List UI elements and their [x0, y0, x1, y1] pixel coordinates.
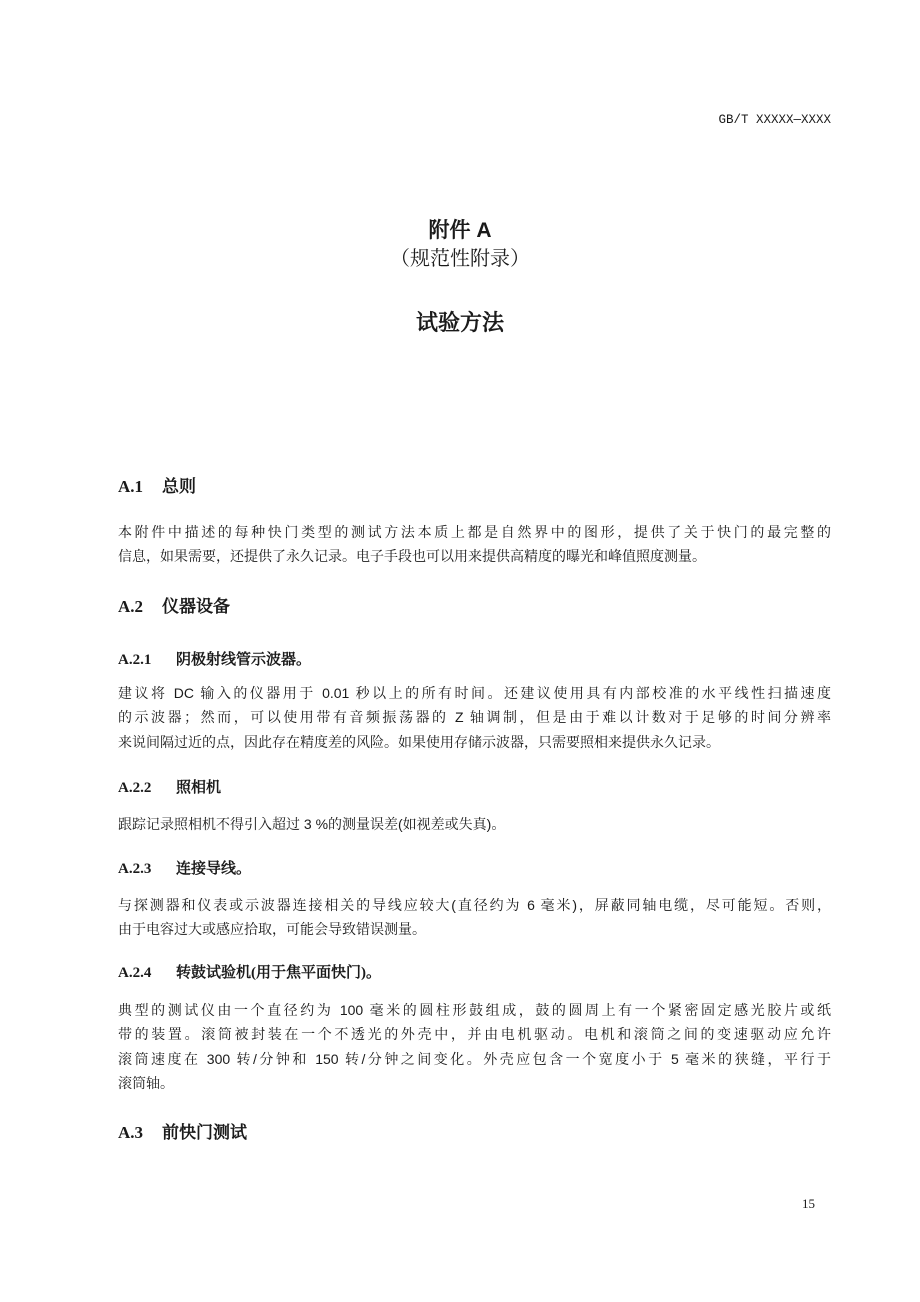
section-title: 连接导线。	[176, 861, 252, 877]
paragraph-line: 由于电容过大或感应拾取，可能会导致错误测量。	[118, 921, 426, 938]
annex-label: 附件 A	[428, 219, 492, 242]
paragraph-line: 带的装置。滚筒被封装在一个不透光的外壳中，并由电机驱动。电机和滚筒之间的变速驱动应允许	[118, 1026, 831, 1043]
paragraph-line: 跟踪记录照相机不得引入超过 3 %的测量误差(如视差或失真)。	[118, 816, 506, 832]
section-number: A.3	[118, 1123, 144, 1142]
section-title: 前快门测试	[162, 1123, 247, 1142]
section-number: A.2.4	[118, 965, 152, 981]
section-number: A.2.2	[118, 780, 152, 796]
standard-number: GB/T XXXXX—XXXX	[718, 113, 831, 127]
paragraph-a1	[118, 520, 831, 569]
annex-type: （规范性附录）	[390, 248, 530, 270]
section-number: A.2.1	[118, 652, 152, 668]
paragraph-line: 建议将 DC 输入的仪器用于 0.01 秒以上的所有时间。还建议使用具有内部校准的水平线性扫描速度	[118, 685, 831, 701]
paragraph-line: 与探测器和仪表或示波器连接相关的导线应较大(直径约为 6 毫米)，屏蔽同轴电缆，尽可能短。否则，	[118, 897, 831, 913]
section-number: A.2.3	[118, 861, 152, 877]
annex-title: 试验方法	[415, 310, 504, 335]
section-title: 总则	[162, 477, 196, 496]
paragraph-line: 的示波器；然而，可以使用带有音频振荡器的 Z 轴调制，但是由于难以计数对于足够的时间分辨率	[118, 709, 831, 726]
paragraph-a21	[118, 681, 831, 754]
heading-a2	[118, 592, 230, 617]
heading-a21	[118, 648, 311, 669]
paragraph-line: 来说间隔过近的点，因此存在精度差的风险。如果使用存储示波器，只需要照相来提供永久记录。	[118, 733, 720, 750]
heading-a1	[118, 472, 196, 497]
heading-a22	[118, 776, 221, 797]
paragraph-line: 信息，如果需要，还提供了永久记录。电子手段也可以用来提供高精度的曝光和峰值照度测量。	[118, 548, 706, 565]
section-title: 阴极射线管示波器。	[176, 652, 312, 668]
page-number: 15	[802, 1196, 815, 1211]
section-title: 仪器设备	[162, 597, 230, 616]
section-number: A.1	[118, 477, 144, 496]
paragraph-line: 本附件中描述的每种快门类型的测试方法本质上都是自然界中的图形，提供了关于快门的最完整的	[118, 524, 831, 540]
heading-a24	[118, 961, 381, 982]
paragraph-line: 滚筒轴。	[118, 1074, 174, 1091]
section-title: 转鼓试验机(用于焦平面快门)。	[176, 965, 381, 981]
section-title: 照相机	[176, 780, 222, 796]
paragraph-a24	[118, 998, 831, 1095]
paragraph-a23	[118, 893, 831, 942]
heading-a23	[118, 857, 251, 878]
heading-a3	[118, 1118, 247, 1143]
paragraph-line: 典型的测试仪由一个直径约为 100 毫米的圆柱形鼓组成，鼓的圆周上有一个紧密固定感光胶片或纸	[118, 1002, 831, 1018]
section-number: A.2	[118, 597, 144, 616]
paragraph-line: 滚筒速度在 300 转/分钟和 150 转/分钟之间变化。外壳应包含一个宽度小于 5 毫米的狭缝，平行于	[118, 1050, 831, 1067]
paragraph-a22	[118, 812, 831, 836]
